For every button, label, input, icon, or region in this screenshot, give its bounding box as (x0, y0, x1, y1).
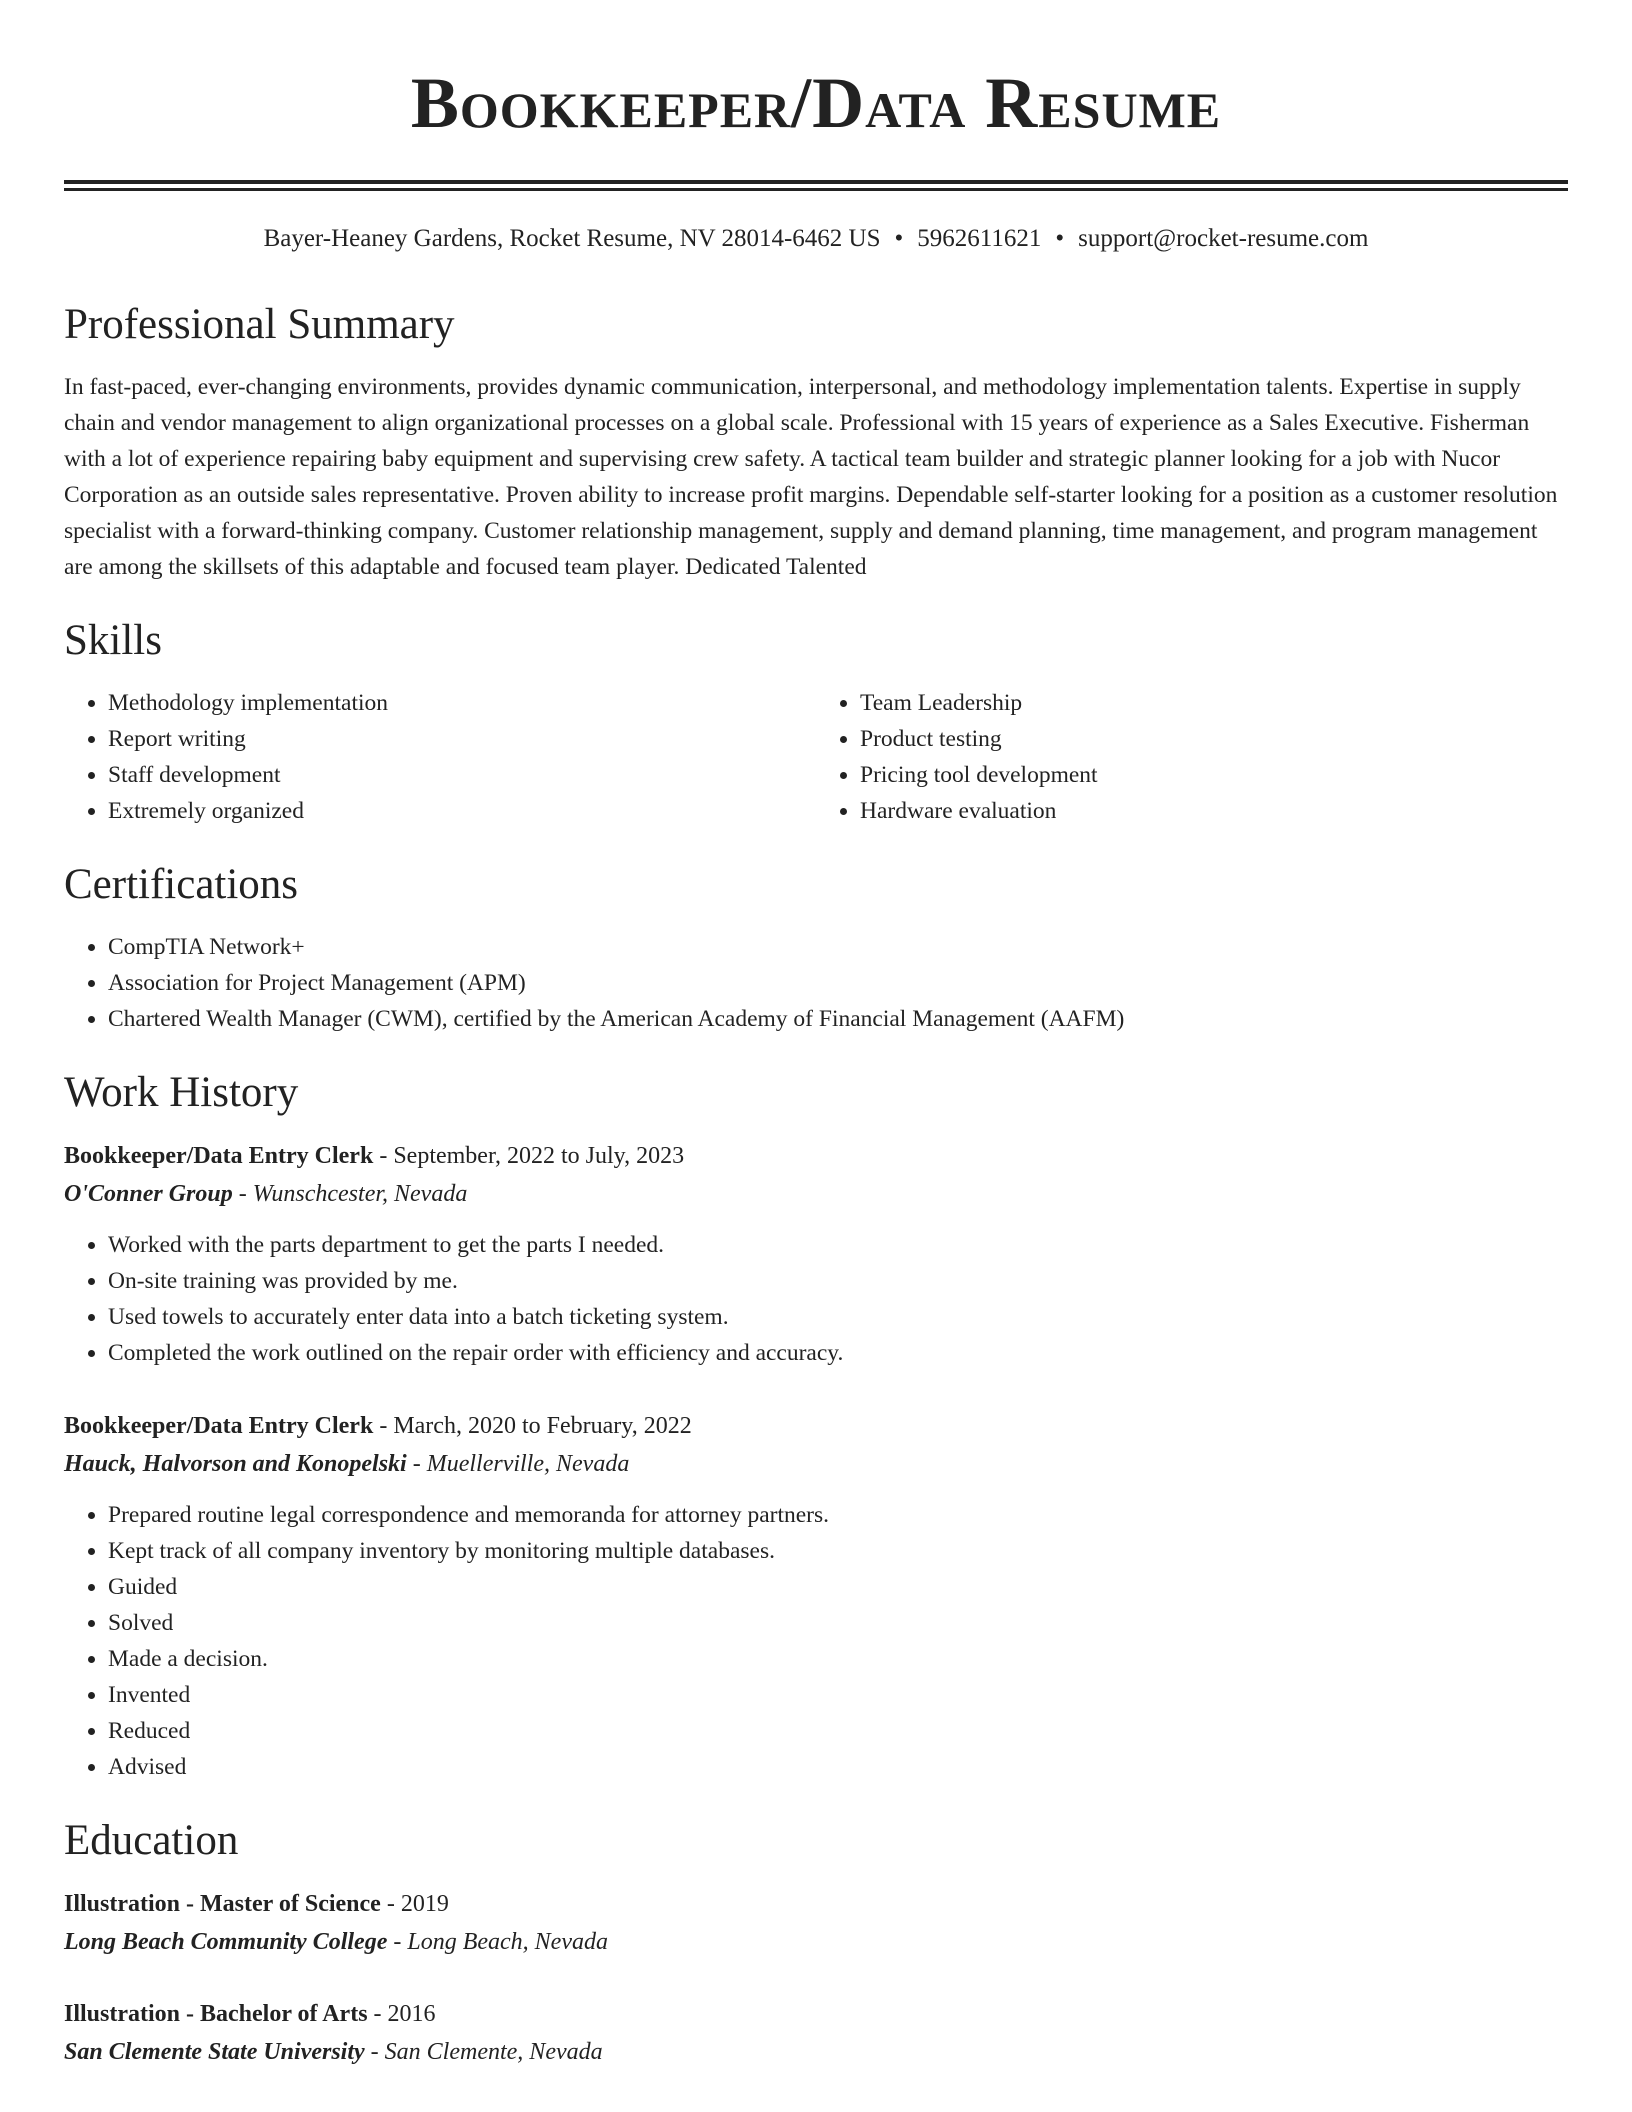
job-dates: March, 2020 to February, 2022 (393, 1413, 692, 1439)
education-entry (64, 1885, 1568, 1961)
job-title: Bookkeeper/Data Entry Clerk (64, 1143, 374, 1169)
job-bullet: • Invented (108, 1677, 1568, 1713)
education-school-line: Long Beach Community College - Long Beach, Nevada (64, 1929, 608, 1955)
education-location: Long Beach, Nevada (407, 1929, 608, 1955)
summary-text: In fast-paced, ever-changing environments, provides dynamic communication, interpersonal, and methodology implementation talents. Expertise in supply chain and vendor management to align organizational processes on a global scale. Professional with 15 years of experience as a Sales Executive. Fisherman with a lot of experience repairing baby equipment and supervising crew safety. A tactical team builder and strategic planner looking for a job with Nucor Corporation as an outside sales representative. Proven ability to increase profit margins. Dependable self-starter looking for a position as a customer resolution specialist with a forward-thinking company. Customer relationship management, supply and demand planning, time management, and program management are among the skillsets of this adaptable and focused team player. Dedicated Talented (64, 374, 1558, 580)
skill-item: • Report writing (108, 721, 816, 757)
skill-item: • Staff development (108, 757, 816, 793)
contact-address: Bayer-Heaney Gardens, Rocket Resume, NV 28014-6462 US (263, 225, 881, 252)
certification-item: • CompTIA Network+ (108, 929, 1568, 965)
job-title-line: Bookkeeper/Data Entry Clerk - September, 2022 to July, 2023 (64, 1143, 685, 1169)
skill-item: • Team Leadership (860, 685, 1568, 721)
contact-email: support@rocket-resume.com (1078, 225, 1369, 252)
skill-item: • Product testing (860, 721, 1568, 757)
skill-item: • Extremely organized (108, 793, 816, 829)
skills-heading: Skills (64, 617, 162, 664)
skills-list-left (64, 685, 816, 829)
job-location: Wunschcester, Nevada (252, 1181, 468, 1207)
job-title-line: Bookkeeper/Data Entry Clerk - March, 2020 to February, 2022 (64, 1413, 692, 1439)
work-history-heading: Work History (64, 1069, 299, 1116)
contact-separator: • (1055, 225, 1065, 252)
job-bullet: • On-site training was provided by me. (108, 1263, 1568, 1299)
skills-list-right (816, 685, 1568, 829)
job-company-line: Hauck, Halvorson and Konopelski - Muellerville, Nevada (64, 1451, 630, 1477)
job-bullet: • Completed the work outlined on the repair order with efficiency and accuracy. (108, 1335, 1568, 1371)
education-year: 2019 (400, 1891, 449, 1917)
contact-phone: 5962611621 (917, 225, 1042, 252)
job-bullet: • Prepared routine legal correspondence and memoranda for attorney partners. (108, 1497, 1568, 1533)
education-degree: Illustration - Master of Science (64, 1891, 381, 1917)
job-bullet: • Kept track of all company inventory by monitoring multiple databases. (108, 1533, 1568, 1569)
job-entry (64, 1137, 1568, 1371)
job-bullet: • Used towels to accurately enter data into a batch ticketing system. (108, 1299, 1568, 1335)
summary-heading: Professional Summary (64, 301, 455, 348)
education-degree: Illustration - Bachelor of Arts (64, 2001, 368, 2027)
resume-title: Bookkeeper/Data Resume (410, 63, 1222, 143)
job-bullet: • Solved (108, 1605, 1568, 1641)
skills-columns (64, 685, 1568, 829)
education-degree-line: Illustration - Bachelor of Arts - 2016 (64, 2001, 436, 2027)
skill-item: • Hardware evaluation (860, 793, 1568, 829)
job-company-line: O'Conner Group - Wunschcester, Nevada (64, 1181, 468, 1207)
job-company: O'Conner Group (64, 1181, 233, 1207)
job-bullet: • Made a decision. (108, 1641, 1568, 1677)
certification-item: • Chartered Wealth Manager (CWM), certified by the American Academy of Financial Management (AAFM) (108, 1001, 1568, 1037)
job-bullets (64, 1227, 1568, 1371)
job-entry (64, 1407, 1568, 1785)
job-bullet: • Reduced (108, 1713, 1568, 1749)
education-school: Long Beach Community College (64, 1929, 388, 1955)
job-company: Hauck, Halvorson and Konopelski (64, 1451, 407, 1477)
education-degree-line: Illustration - Master of Science - 2019 (64, 1891, 449, 1917)
education-year: 2016 (387, 2001, 436, 2027)
job-dates: September, 2022 to July, 2023 (393, 1143, 685, 1169)
education-school: San Clemente State University (64, 2039, 365, 2065)
job-bullet: • Guided (108, 1569, 1568, 1605)
certifications-heading: Certifications (64, 861, 299, 908)
education-heading: Education (64, 1817, 239, 1864)
contact-line (64, 223, 1568, 255)
certifications-list (64, 929, 1568, 1037)
skill-item: • Methodology implementation (108, 685, 816, 721)
education-location: San Clemente, Nevada (384, 2039, 603, 2065)
education-entry (64, 1995, 1568, 2071)
certification-item: • Association for Project Management (APM) (108, 965, 1568, 1001)
job-bullet: • Advised (108, 1749, 1568, 1785)
education-school-line: San Clemente State University - San Clemente, Nevada (64, 2039, 603, 2065)
job-title: Bookkeeper/Data Entry Clerk (64, 1413, 374, 1439)
skill-item: • Pricing tool development (860, 757, 1568, 793)
title-divider-thin (64, 188, 1568, 191)
job-location: Muellerville, Nevada (426, 1451, 630, 1477)
job-bullets (64, 1497, 1568, 1785)
job-bullet: • Worked with the parts department to get the parts I needed. (108, 1227, 1568, 1263)
contact-separator: • (894, 225, 904, 252)
